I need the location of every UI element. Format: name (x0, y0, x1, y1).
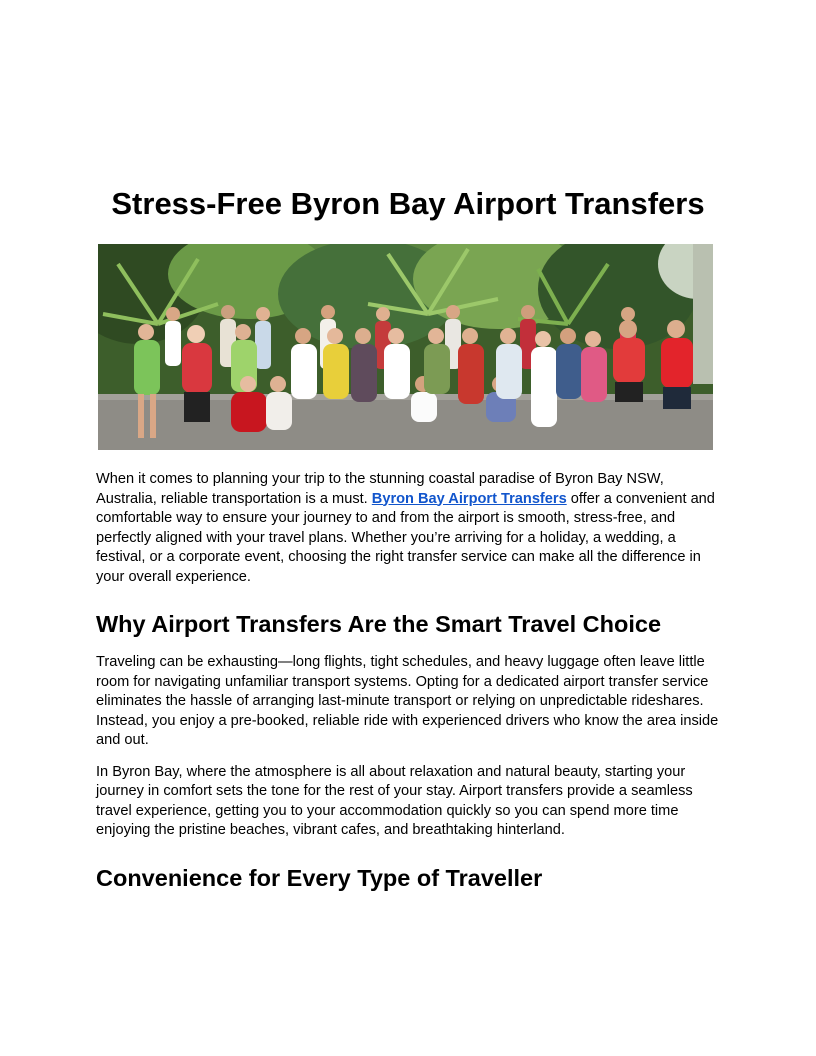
section-heading-convenience: Convenience for Every Type of Traveller (96, 864, 543, 891)
byron-bay-airport-transfers-link[interactable]: Byron Bay Airport Transfers (371, 490, 567, 507)
article-body (96, 470, 721, 893)
group-photo-illustration (98, 244, 713, 450)
why-transfers-paragraph-1: Traveling can be exhausting—long flights, tight schedules, and heavy luggage often leave little room for navigating unfamiliar transport systems. Opting for a dedicated airport transfer service eliminates the hassle of arranging last-minute transport or relying on unpredictable rideshares. Instead, you enjoy a pre-booked, reliable ride with experienced drivers who know the area inside and out. (96, 654, 719, 748)
intro-paragraph (96, 470, 721, 587)
group-photo (98, 244, 713, 450)
section-heading-why-airport-transfers: Why Airport Transfers Are the Smart Travel Choice (96, 611, 662, 637)
page-title: Stress-Free Byron Bay Airport Transfers (111, 186, 705, 221)
intro-text-after-link: offer a convenient and comfortable way to ensure your journey to and from the airport is smooth, stress-free, and perfectly aligned with your travel plans. Whether you’re arriving for a holiday, a wedding, a festival, or a corporate event, choosing the right transfer service can make all the difference in your overall experience. (96, 490, 715, 585)
intro-text-before-link: When it comes to planning your trip to the stunning coastal paradise of Byron Bay NSW, Australia, reliable transportation is a must. (96, 471, 664, 507)
why-transfers-paragraph-2: In Byron Bay, where the atmosphere is all about relaxation and natural beauty, starting your journey in comfort sets the tone for the rest of your stay. Airport transfers provide a seamless travel experience, getting you to your accommodation quickly so you can spend more time enjoying the pristine beaches, vibrant cafes, and breathtaking hinterland. (96, 763, 693, 838)
